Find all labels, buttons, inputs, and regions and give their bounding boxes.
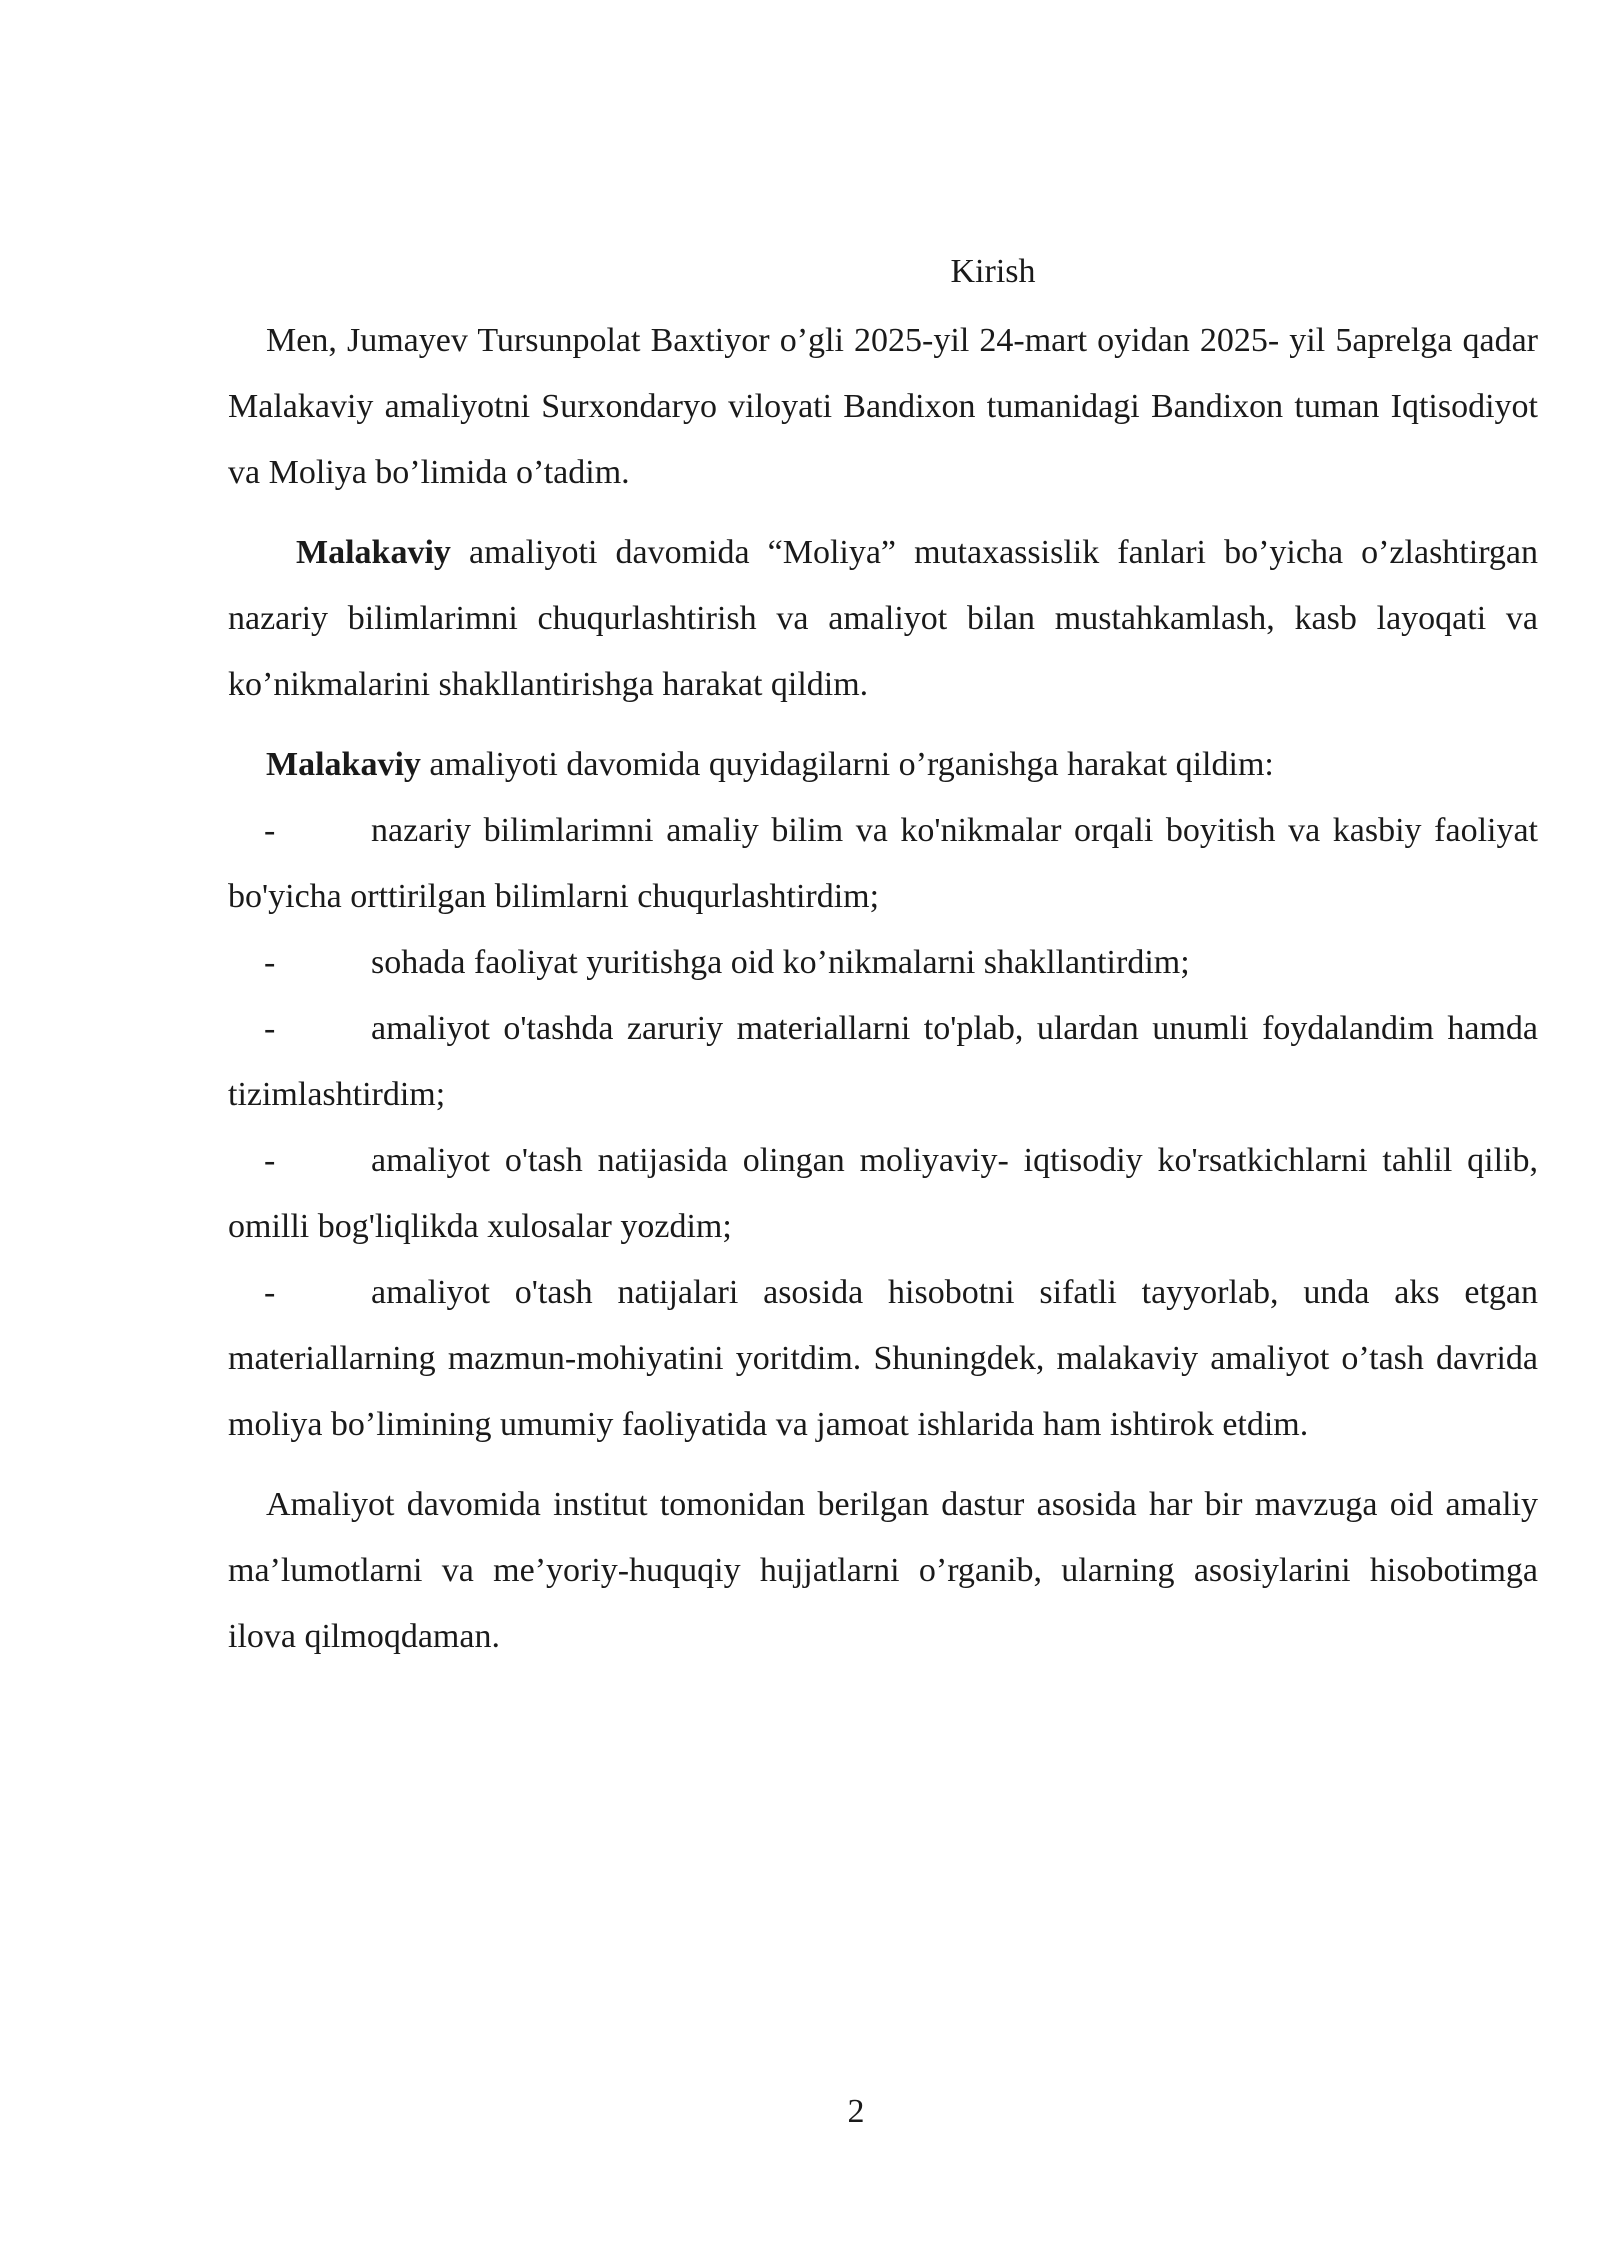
paragraph-text: amaliyoti davomida quyidagilarni o’rganishga harakat qildim:	[420, 746, 1274, 783]
list-item-text: sohada faoliyat yuritishga oid ko’nikmalarni shakllantirdim;	[371, 944, 1190, 981]
list-item	[228, 1260, 1538, 1458]
list-item-text: amaliyot o'tash natijasida olingan moliyaviy- iqtisodiy ko'rsatkichlarni tahlil qilib, omilli bog'liqlikda xulosalar yozdim;	[228, 1142, 1538, 1245]
list-dash: -	[264, 944, 276, 981]
list-dash: -	[264, 812, 276, 849]
list-item-text: amaliyot o'tash natijalari asosida hisobotni sifatli tayyorlab, unda aks etgan materiallarning mazmun-mohiyatini yoritdim. Shuningdek, malakaviy amaliyot o’tash davrida moliya bo’limining umumiy faoliyatida va jamoat ishlarida ham ishtirok etdim.	[228, 1274, 1538, 1443]
paragraph-list-intro	[228, 732, 1538, 798]
paragraph-goals	[228, 520, 1538, 718]
paragraph-text: amaliyoti davomida “Moliya” mutaxassislik fanlari bo’yicha o’zlashtirgan nazariy bilimlarimni chuqurlashtirish va amaliyot bilan mustahkamlash, kasb layoqati va ko’nikmalarini shakllantirishga harakat qildim.	[228, 534, 1538, 703]
list-item	[228, 996, 1538, 1128]
intro-paragraph: Men, Jumayev Tursunpolat Baxtiyor o’gli 2025-yil 24-mart oyidan 2025- yil 5aprelga qadar Malakaviy amaliyotni Surxondaryo viloyati Bandixon tumanidagi Bandixon tuman Iqtisodiyot va Moliya bo’limida o’tadim.	[228, 322, 1538, 491]
list-dash: -	[264, 1142, 276, 1179]
bold-term: Malakaviy	[266, 746, 421, 783]
list-item-text: amaliyot o'tashda zaruriy materiallarni to'plab, ulardan unumli foydalandim hamda tizimlashtirdim;	[228, 1010, 1538, 1113]
page-title: Kirish	[950, 253, 1036, 290]
list-item	[228, 798, 1538, 930]
page-number: 2	[847, 2093, 865, 2130]
list-dash: -	[264, 1274, 276, 1311]
list-item	[228, 930, 1538, 996]
list-item	[228, 1128, 1538, 1260]
document-page	[228, 248, 1538, 1670]
closing-paragraph: Amaliyot davomida institut tomonidan berilgan dastur asosida har bir mavzuga oid amaliy ma’lumotlarni va me’yoriy-huquqiy hujjatlarni o’rganib, ularning asosiylarini hisobotimga ilova qilmoqdaman.	[228, 1486, 1538, 1655]
list-dash: -	[264, 1010, 276, 1047]
bold-term: Malakaviy	[296, 534, 451, 571]
list-item-text: nazariy bilimlarimni amaliy bilim va ko'nikmalar orqali boyitish va kasbiy faoliyat bo'yicha orttirilgan bilimlarni chuqurlashtirdim;	[228, 812, 1538, 915]
